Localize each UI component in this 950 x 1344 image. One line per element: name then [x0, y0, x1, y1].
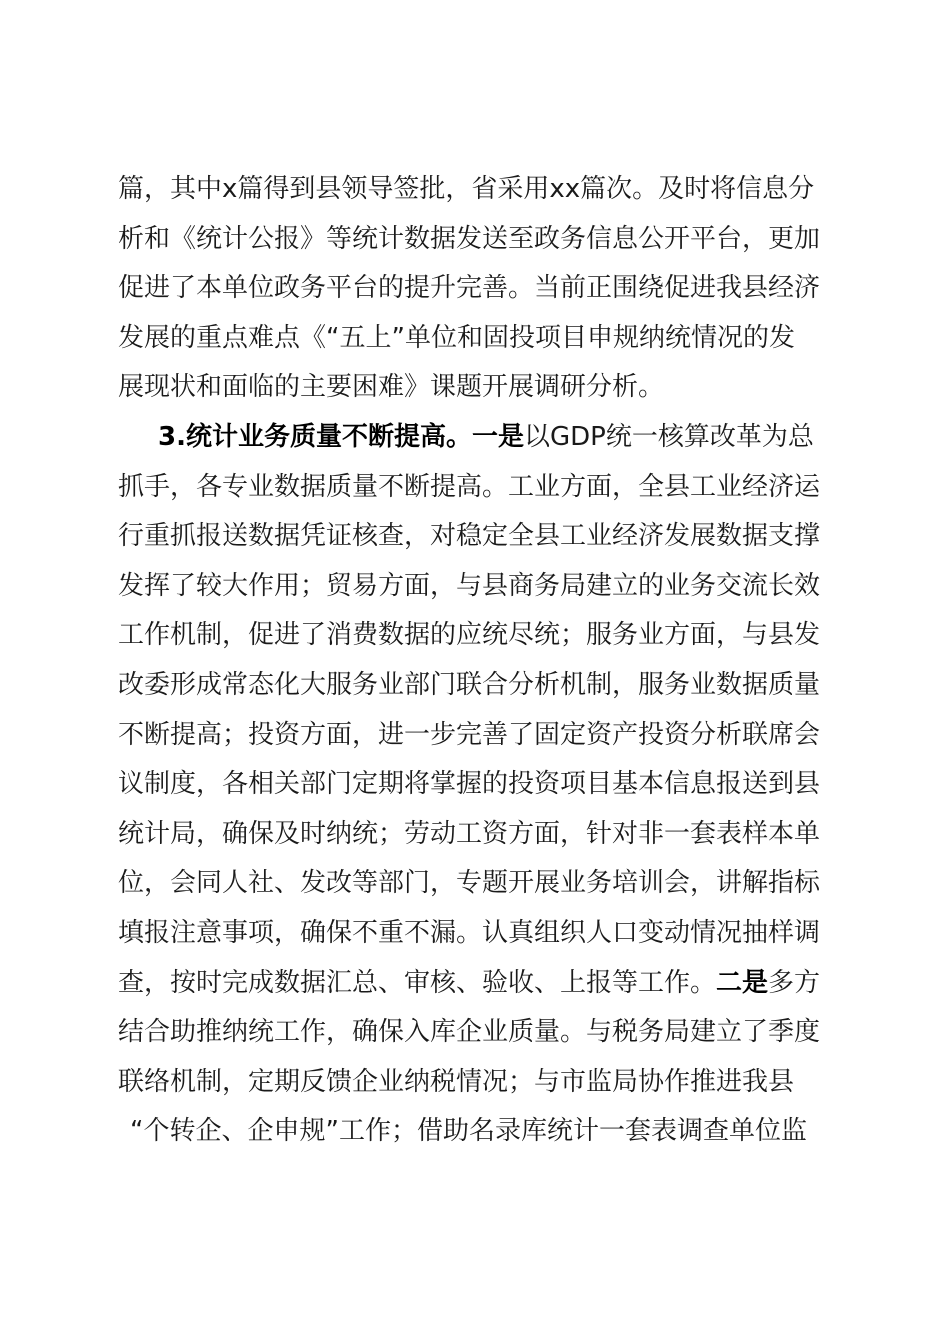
first-point-marker: 一是 [471, 421, 524, 452]
text-line: “个转企、企申规”工作；借助名录库统计一套表调查单位监 [130, 1116, 807, 1147]
text-line: 抓手，各专业数据质量不断提高。工业方面，全县工业经济运 [118, 471, 821, 502]
text-run: 多方 [768, 967, 821, 998]
text-line: 促进了本单位政务平台的提升完善。当前正围绕促进我县经济 [118, 273, 821, 304]
text-line: 改委形成常态化大服务业部门联合分析机制，服务业数据质量 [118, 669, 821, 700]
text-run: 以GDP统一核算改革为总 [523, 421, 814, 452]
text-line [118, 959, 838, 1009]
document-body [118, 165, 838, 1157]
text-line: 发挥了较大作用；贸易方面，与县商务局建立的业务交流长效 [118, 570, 821, 601]
text-run: 查，按时完成数据汇总、审核、验收、上报等工作。 [118, 967, 717, 998]
second-point-marker: 二是 [716, 967, 769, 998]
section-heading-line [118, 413, 838, 463]
text-line: 行重抓报送数据凭证核查，对稳定全县工业经济发展数据支撑 [118, 521, 821, 552]
text-line: 展现状和面临的主要困难》课题开展调研分析。 [118, 372, 665, 403]
text-line: 统计局，确保及时纳统；劳动工资方面，针对非一套表样本单 [118, 818, 821, 849]
text-line: 析和《统计公报》等统计数据发送至政务信息公开平台，更加 [118, 223, 821, 254]
text-line: 工作机制，促进了消费数据的应统尽统；服务业方面，与县发 [118, 620, 821, 651]
section-heading: 3.统计业务质量不断提高。 [158, 421, 472, 452]
text-line: 结合助推纳统工作，确保入库企业质量。与税务局建立了季度 [118, 1017, 821, 1048]
text-line: 不断提高；投资方面，进一步完善了固定资产投资分析联席会 [118, 719, 821, 750]
text-line: 联络机制，定期反馈企业纳税情况；与市监局协作推进我县 [118, 1066, 795, 1097]
text-line: 位，会同人社、发改等部门，专题开展业务培训会，讲解指标 [118, 868, 821, 899]
text-line: 发展的重点难点《“五上”单位和固投项目申规纳统情况的发 [118, 322, 795, 353]
text-line: 填报注意事项，确保不重不漏。认真组织人口变动情况抽样调 [118, 917, 821, 948]
text-line: 议制度，各相关部门定期将掌握的投资项目基本信息报送到县 [118, 769, 821, 800]
text-line: 篇，其中x篇得到县领导签批，省采用xx篇次。及时将信息分 [118, 174, 815, 204]
